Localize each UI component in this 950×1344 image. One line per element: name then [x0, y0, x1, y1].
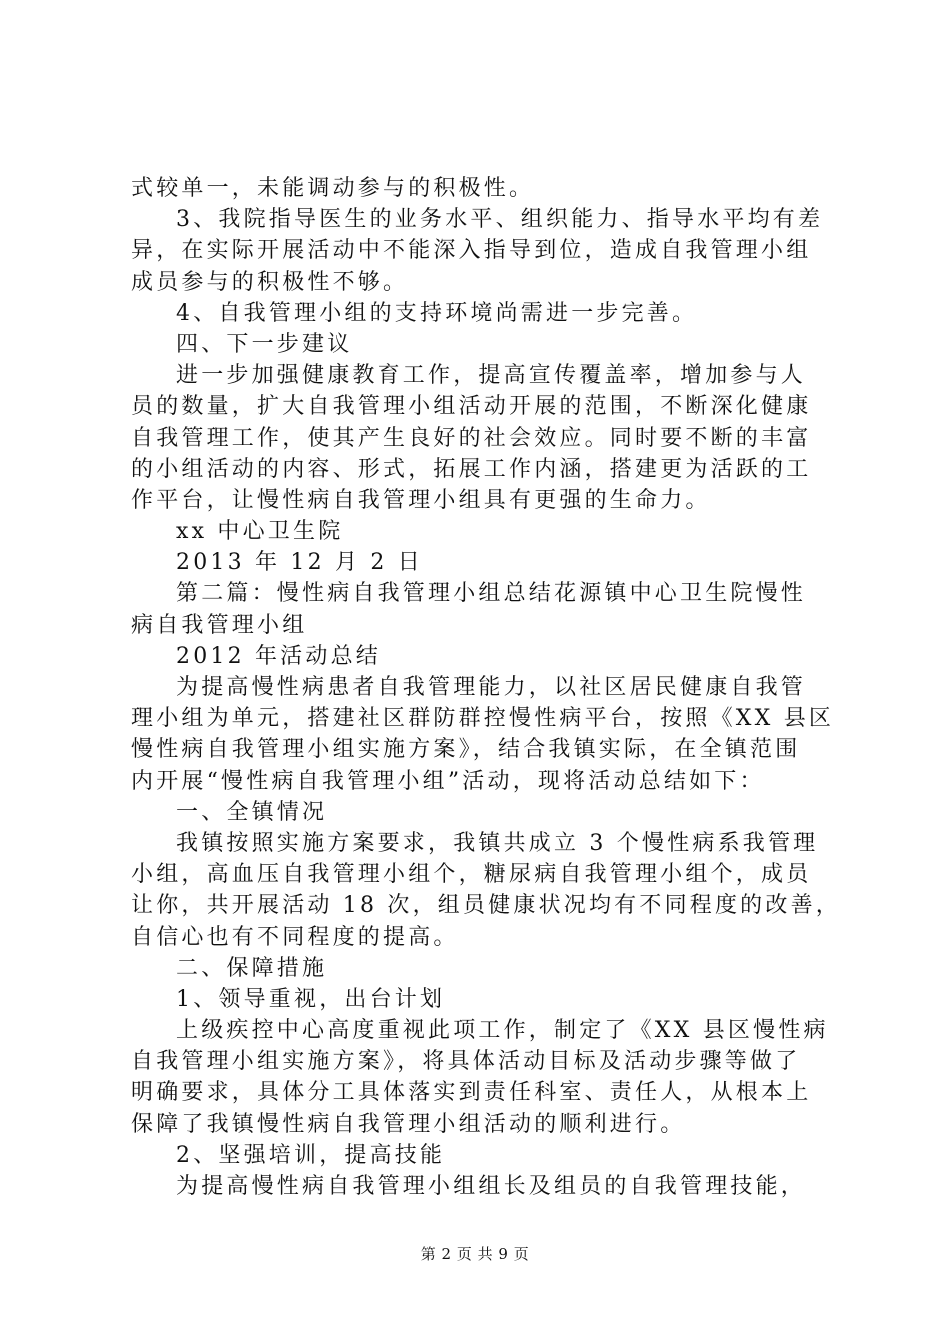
- text-line: 2012 年活动总结: [176, 643, 381, 669]
- text-line: 为提高慢性病自我管理小组组长及组员的自我管理技能，: [176, 1174, 807, 1199]
- text-line: 1、领导重视，出台计划: [176, 986, 446, 1012]
- text-line: xx 中心卫生院: [176, 519, 344, 545]
- text-line: 病自我管理小组: [131, 612, 308, 638]
- text-line: 自我管理小组实施方案》，将具体活动目标及活动步骤等做了: [131, 1049, 801, 1075]
- text-line: 异，在实际开展活动中不能深入指导到位，造成自我管理小组: [131, 238, 812, 264]
- text-line: 理小组为单元，搭建社区群防群控慢性病平台，按照《XX 县区: [131, 706, 835, 732]
- text-line: 进一步加强健康教育工作，提高宣传覆盖率，增加参与人: [176, 363, 807, 389]
- text-line: 内开展“慢性病自我管理小组”活动，现将活动总结如下：: [131, 768, 765, 794]
- text-line: 自信心也有不同程度的提高。: [131, 924, 459, 950]
- text-line: 保障了我镇慢性病自我管理小组活动的顺利进行。: [131, 1111, 686, 1137]
- document-body: [131, 173, 841, 1202]
- text-line: 为提高慢性病患者自我管理能力，以社区居民健康自我管: [176, 675, 807, 700]
- text-line: 二、保障措施: [176, 955, 328, 981]
- text-line: 2、坚强培训，提高技能: [176, 1142, 446, 1168]
- text-line: 我镇按照实施方案要求，我镇共成立 3 个慢性病系我管理: [176, 830, 819, 856]
- text-line: 慢性病自我管理小组实施方案》，结合我镇实际，在全镇范围: [131, 737, 801, 763]
- text-line: 式较单一，未能调动参与的积极性。: [131, 176, 535, 201]
- text-line: 员的数量，扩大自我管理小组活动开展的范围，不断深化健康: [131, 394, 812, 420]
- text-line: 自我管理工作，使其产生良好的社会效应。同时要不断的丰富: [131, 425, 812, 451]
- text-line: 一、全镇情况: [176, 799, 328, 825]
- text-line: 3、我院指导医生的业务水平、组织能力、指导水平均有差: [176, 207, 824, 233]
- text-line: 作平台，让慢性病自我管理小组具有更强的生命力。: [131, 487, 711, 513]
- text-line: 成员参与的积极性不够。: [131, 269, 409, 295]
- text-line: 4、自我管理小组的支持环境尚需进一步完善。: [176, 300, 698, 326]
- text-line: 明确要求，具体分工具体落实到责任科室、责任人，从根本上: [131, 1080, 812, 1106]
- text-line: 2013 年 12 月 2 日: [176, 550, 423, 576]
- text-line: 小组，高血压自我管理小组个，糖尿病自我管理小组个，成员: [131, 862, 812, 888]
- text-line: 的小组活动的内容、形式，拓展工作内涵，搭建更为活跃的工: [131, 456, 812, 482]
- page-footer: 第 2 页 共 9 页: [420, 1245, 530, 1263]
- text-line: 第二篇：慢性病自我管理小组总结花源镇中心卫生院慢性: [176, 581, 807, 607]
- text-line: 上级疾控中心高度重视此项工作，制定了《XX 县区慢性病: [176, 1018, 829, 1044]
- text-line: 四、下一步建议: [176, 331, 353, 357]
- text-line: 让你，共开展活动 18 次，组员健康状况均有不同程度的改善，: [131, 893, 841, 919]
